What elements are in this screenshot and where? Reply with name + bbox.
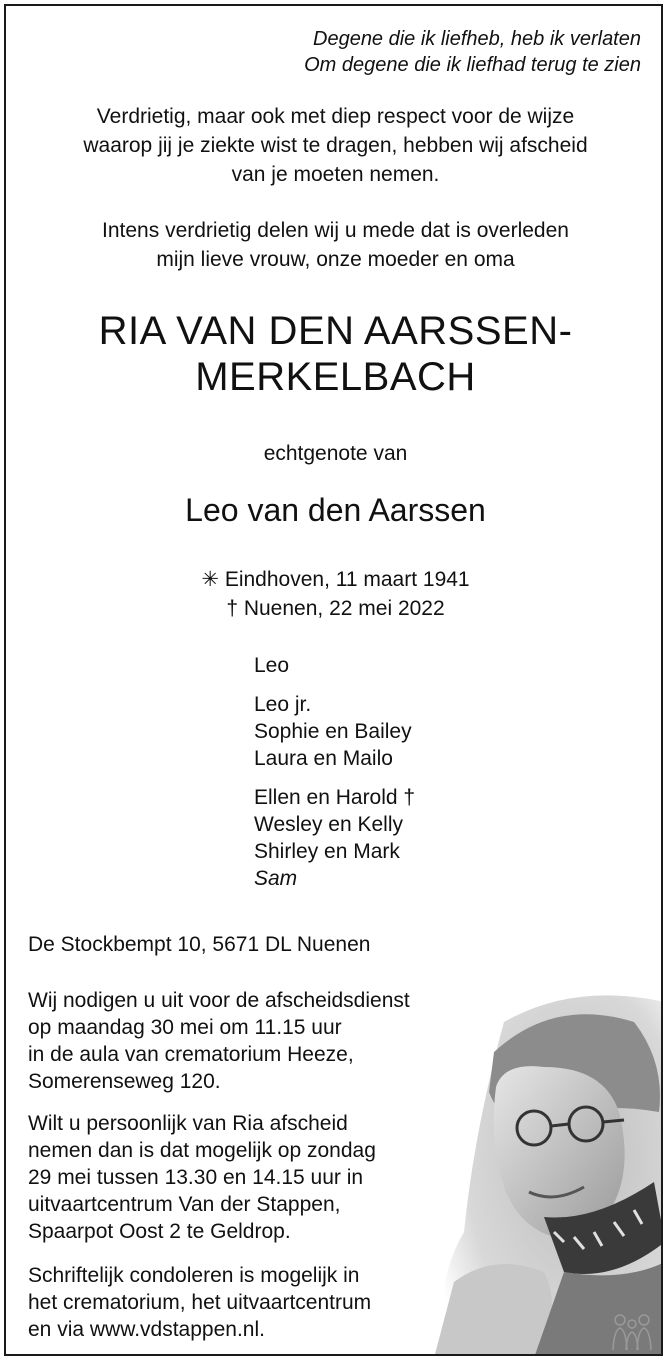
visit-line: 29 mei tussen 13.30 en 14.15 uur in [28,1166,364,1189]
family-member: Leo jr. [254,693,312,716]
family-member: Laura en Mailo [254,747,393,770]
visit-line: nemen dan is dat mogelijk op zondag [28,1139,376,1162]
poem-line: Degene die ik liefheb, heb ik verlaten [313,28,641,50]
intro-line: Verdrietig, maar ook met diep respect voor de wijze [96,105,575,128]
intro-text [6,102,663,189]
family-logo-icon [610,1312,654,1352]
visit-line: Wilt u persoonlijk van Ria afscheid [28,1112,348,1135]
service-line: Somerenseweg 120. [28,1070,221,1093]
condolence-info [28,1262,371,1343]
condolence-line: het crematorium, het uitvaartcentrum [28,1291,372,1314]
name-line: MERKELBACH [195,355,476,399]
condolence-line: Schriftelijk condoleren is mogelijk in [28,1264,360,1287]
birth-date: ✳ Eindhoven, 11 maart 1941 [201,568,470,591]
service-line: Wij nodigen u uit voor de afscheidsdienst [28,989,410,1012]
family-member: Sophie en Bailey [254,720,412,743]
service-info [28,987,410,1095]
family-group [254,652,415,679]
service-line: in de aula van crematorium Heeze, [28,1043,354,1066]
obituary-frame [4,4,663,1356]
family-member: Ellen en Harold † [254,786,416,809]
portrait-photo [434,982,663,1356]
life-dates [6,565,663,623]
family-member-grandchild: Sam [254,867,298,890]
condolence-line: en via www.vdstappen.nl. [28,1318,265,1341]
deceased-name [6,308,663,400]
poem [304,26,641,78]
spouse-name: Leo van den Aarssen [185,492,486,528]
family-group [254,784,415,892]
service-line: op maandag 30 mei om 11.15 uur [28,1016,342,1039]
poem-line: Om degene die ik liefhad terug te zien [304,54,641,76]
family-member: Leo [254,654,290,677]
death-date: † Nuenen, 22 mei 2022 [226,597,445,620]
visit-info [28,1110,376,1245]
family-member: Wesley en Kelly [254,813,404,836]
announcement-text [6,216,663,274]
spouse-label: echtgenote van [263,442,408,465]
address: De Stockbempt 10, 5671 DL Nuenen [28,933,371,956]
family-member: Shirley en Mark [254,840,400,863]
visit-line: Spaarpot Oost 2 te Geldrop. [28,1220,291,1243]
announcement-line: mijn lieve vrouw, onze moeder en oma [156,248,515,271]
family-group [254,691,415,772]
intro-line: van je moeten nemen. [231,163,440,186]
visit-line: uitvaartcentrum Van der Stappen, [28,1193,341,1216]
name-line: RIA VAN DEN AARSSEN- [98,309,573,353]
announcement-line: Intens verdrietig delen wij u mede dat is overleden [102,219,569,242]
family-list [254,652,415,904]
intro-line: waarop jij je ziekte wist te dragen, hebben wij afscheid [83,134,588,157]
